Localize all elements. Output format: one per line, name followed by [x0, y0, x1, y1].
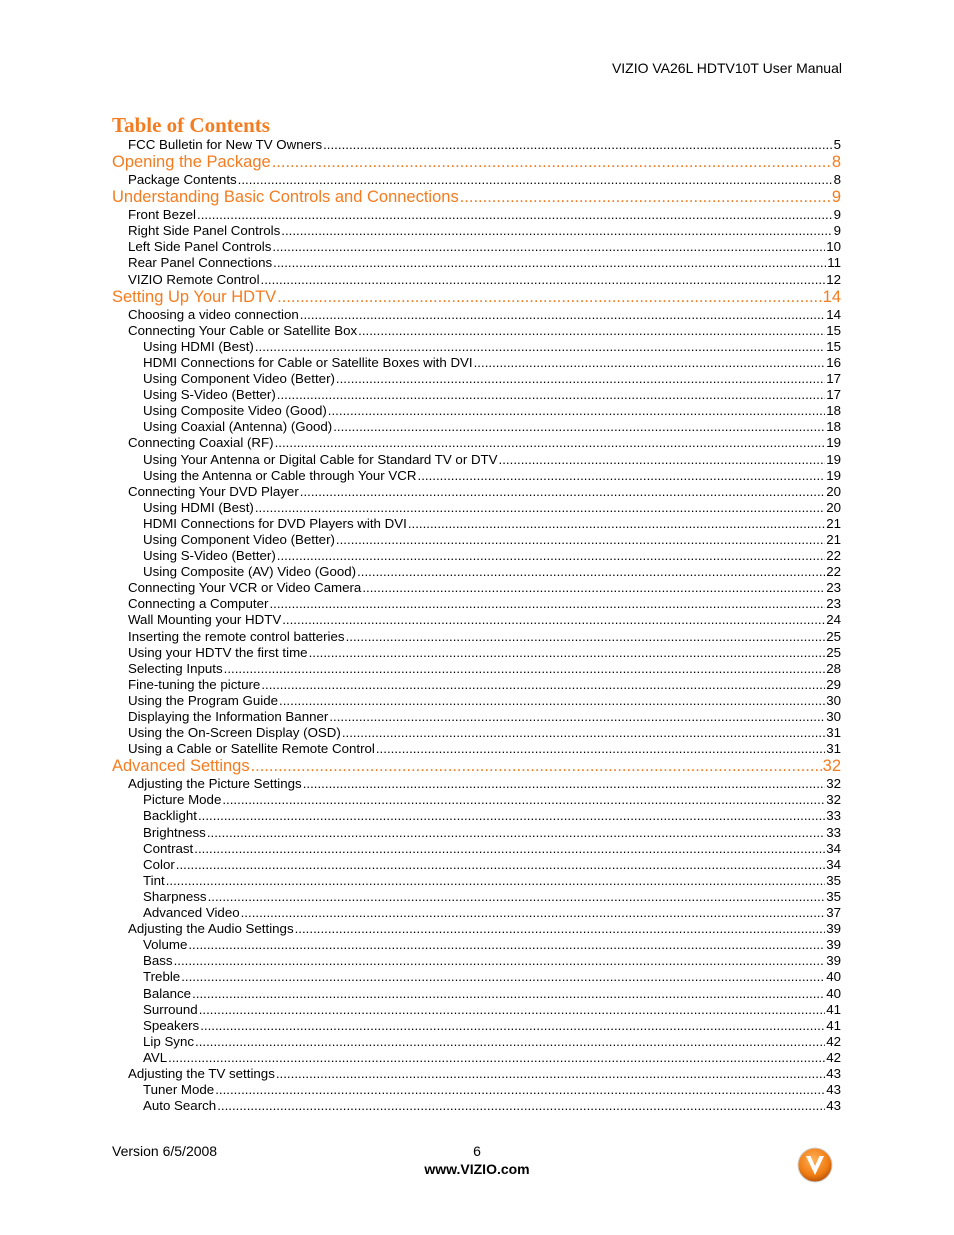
toc-dot-leader — [358, 323, 825, 339]
toc-dot-leader — [300, 307, 825, 323]
toc-entry-page: 15 — [826, 338, 841, 354]
toc-entry-title: Choosing a video connection — [128, 306, 299, 322]
toc-entry-title: Front Bezel — [128, 207, 196, 223]
toc-entry-page: 43 — [826, 1065, 841, 1081]
toc-entry-page: 34 — [826, 840, 841, 856]
toc-entry-page: 28 — [826, 660, 841, 676]
toc-entry[interactable] — [112, 792, 841, 808]
toc-dot-leader — [329, 709, 825, 725]
toc-dot-leader — [303, 776, 826, 792]
toc-entry-title: Understanding Basic Controls and Connections — [112, 188, 459, 207]
toc-dot-leader — [277, 548, 825, 564]
toc-dot-leader — [199, 1002, 826, 1018]
toc-entry[interactable] — [112, 564, 841, 580]
toc-entry-page: 5 — [833, 137, 841, 152]
toc-entry-title: Using Your Antenna or Digital Cable for Standard TV or DTV — [143, 451, 498, 467]
toc-entry-title: Connecting Your VCR or Video Camera — [128, 580, 362, 596]
toc-entry-title: Adjusting the Picture Settings — [128, 776, 302, 792]
toc-entry-title: Package Contents — [128, 172, 237, 188]
toc-entry[interactable] — [112, 741, 841, 757]
toc-entry[interactable] — [112, 953, 841, 969]
footer-website: www.VIZIO.com — [424, 1161, 530, 1177]
toc-entry-page: 23 — [826, 580, 841, 596]
toc-entry-page: 30 — [826, 692, 841, 708]
toc-entry-title: Auto Search — [143, 1098, 217, 1114]
toc-entry[interactable] — [112, 921, 841, 937]
toc-entry-page: 8 — [831, 153, 841, 172]
toc-title: Table of Contents — [112, 113, 270, 137]
toc-chapter[interactable] — [112, 153, 841, 172]
toc-entry-page: 33 — [826, 808, 841, 824]
toc-entry-title: Using Component Video (Better) — [143, 371, 335, 387]
toc-list — [112, 137, 841, 1114]
toc-dot-leader — [208, 889, 826, 905]
toc-entry[interactable] — [112, 387, 841, 403]
toc-entry-title: Using S-Video (Better) — [143, 387, 276, 403]
toc-entry[interactable] — [112, 1066, 841, 1082]
toc-entry-title: Tuner Mode — [143, 1082, 215, 1098]
toc-dot-leader — [255, 339, 825, 355]
toc-entry-title: Using the Antenna or Cable through Your VCR — [143, 467, 417, 483]
toc-entry-title: Fine-tuning the picture — [128, 676, 261, 692]
toc-dot-leader — [198, 808, 825, 824]
toc-entry-page: 17 — [826, 371, 841, 387]
toc-entry-title: Right Side Panel Controls — [128, 223, 281, 239]
toc-entry-title: Treble — [143, 969, 181, 985]
toc-entry-page: 19 — [826, 451, 841, 467]
toc-entry-title: Inserting the remote control batteries — [128, 628, 345, 644]
toc-entry[interactable] — [112, 223, 841, 239]
toc-entry[interactable] — [112, 323, 841, 339]
toc-entry[interactable] — [112, 905, 841, 921]
toc-entry-title: Connecting Your Cable or Satellite Box — [128, 322, 358, 338]
toc-entry-title: AVL — [143, 1049, 168, 1065]
toc-entry-page: 41 — [826, 1001, 841, 1017]
toc-entry[interactable] — [112, 725, 841, 741]
toc-entry-title: Connecting Your DVD Player — [128, 483, 299, 499]
toc-entry[interactable] — [112, 889, 841, 905]
toc-entry[interactable] — [112, 272, 841, 288]
toc-entry[interactable] — [112, 709, 841, 725]
toc-entry[interactable] — [112, 873, 841, 889]
toc-dot-leader — [273, 255, 826, 271]
toc-entry[interactable] — [112, 612, 841, 628]
toc-dot-leader — [418, 468, 826, 484]
toc-entry[interactable] — [112, 1082, 841, 1098]
toc-dot-leader — [269, 596, 825, 612]
toc-dot-leader — [272, 153, 831, 172]
toc-dot-leader — [197, 207, 833, 223]
toc-entry-page: 21 — [826, 531, 841, 547]
toc-entry-page: 9 — [831, 188, 841, 207]
toc-dot-leader — [238, 172, 833, 188]
toc-entry-page: 18 — [826, 419, 841, 435]
toc-entry[interactable] — [112, 580, 841, 596]
toc-dot-leader — [277, 288, 821, 307]
footer-version: Version 6/5/2008 — [112, 1143, 218, 1159]
toc-dot-leader — [336, 371, 825, 387]
toc-entry-title: Speakers — [143, 1017, 200, 1033]
toc-dot-leader — [276, 1066, 825, 1082]
toc-entry[interactable] — [112, 841, 841, 857]
footer-page-number: 6 — [473, 1143, 481, 1159]
toc-entry-title: Bass — [143, 953, 173, 969]
toc-entry-page: 40 — [826, 985, 841, 1001]
toc-dot-leader — [195, 1034, 825, 1050]
toc-dot-leader — [281, 223, 832, 239]
toc-entry-title: Contrast — [143, 840, 194, 856]
toc-entry-page: 9 — [833, 207, 841, 223]
toc-entry-page: 33 — [826, 824, 841, 840]
toc-entry-title: Rear Panel Connections — [128, 255, 273, 271]
toc-entry-page: 41 — [826, 1017, 841, 1033]
toc-entry-page: 32 — [822, 757, 841, 776]
toc-entry-page: 42 — [826, 1049, 841, 1065]
toc-dot-leader — [323, 137, 833, 153]
toc-entry-page: 34 — [826, 856, 841, 872]
toc-entry[interactable] — [112, 1018, 841, 1034]
manual-header: VIZIO VA26L HDTV10T User Manual — [611, 60, 842, 76]
toc-dot-leader — [362, 580, 825, 596]
toc-entry[interactable] — [112, 207, 841, 223]
toc-dot-leader — [282, 612, 825, 628]
toc-entry[interactable] — [112, 645, 841, 661]
toc-entry-page: 21 — [826, 515, 841, 531]
toc-entry[interactable] — [112, 1050, 841, 1066]
toc-dot-leader — [207, 825, 825, 841]
toc-entry[interactable] — [112, 532, 841, 548]
toc-chapter[interactable] — [112, 757, 841, 776]
toc-entry[interactable] — [112, 435, 841, 451]
vizio-logo-icon — [796, 1144, 836, 1184]
toc-dot-leader — [460, 188, 831, 207]
toc-entry[interactable] — [112, 969, 841, 985]
toc-entry-page: 39 — [826, 953, 841, 969]
toc-entry-page: 35 — [826, 872, 841, 888]
toc-entry[interactable] — [112, 403, 841, 419]
toc-dot-leader — [224, 661, 826, 677]
toc-entry-page: 31 — [826, 741, 841, 757]
toc-entry[interactable] — [112, 137, 841, 153]
toc-dot-leader — [181, 969, 825, 985]
toc-entry-page: 40 — [826, 969, 841, 985]
toc-entry-title: Balance — [143, 985, 192, 1001]
toc-entry-title: Brightness — [143, 824, 206, 840]
toc-entry[interactable] — [112, 355, 841, 371]
toc-dot-leader — [217, 1098, 825, 1114]
toc-entry-title: HDMI Connections for Cable or Satellite Boxes with DVI — [143, 354, 473, 370]
toc-dot-leader — [255, 500, 825, 516]
toc-entry[interactable] — [112, 596, 841, 612]
toc-entry-title: Using Composite Video (Good) — [143, 403, 327, 419]
toc-entry[interactable] — [112, 172, 841, 188]
toc-entry[interactable] — [112, 548, 841, 564]
toc-entry[interactable] — [112, 661, 841, 677]
toc-entry-page: 23 — [826, 596, 841, 612]
toc-entry-title: Using the On-Screen Display (OSD) — [128, 725, 341, 741]
toc-dot-leader — [277, 387, 825, 403]
toc-entry[interactable] — [112, 468, 841, 484]
toc-entry-title: Surround — [143, 1001, 198, 1017]
toc-entry-page: 12 — [826, 271, 841, 287]
toc-dot-leader — [499, 452, 826, 468]
toc-entry-title: Lip Sync — [143, 1033, 194, 1049]
toc-entry[interactable] — [112, 808, 841, 824]
toc-entry[interactable] — [112, 937, 841, 953]
toc-entry-page: 37 — [826, 905, 841, 921]
toc-entry[interactable] — [112, 857, 841, 873]
toc-entry-page: 16 — [826, 354, 841, 370]
toc-entry-page: 14 — [822, 287, 841, 306]
toc-entry[interactable] — [112, 419, 841, 435]
toc-entry[interactable] — [112, 693, 841, 709]
toc-entry-title: Adjusting the TV settings — [128, 1065, 275, 1081]
toc-chapter[interactable] — [112, 188, 841, 207]
toc-entry-page: 32 — [826, 792, 841, 808]
toc-entry-title: Using your HDTV the first time — [128, 644, 308, 660]
toc-entry[interactable] — [112, 776, 841, 792]
toc-entry[interactable] — [112, 484, 841, 500]
toc-dot-leader — [168, 1050, 825, 1066]
toc-dot-leader — [357, 564, 825, 580]
toc-entry-title: Selecting Inputs — [128, 660, 223, 676]
toc-dot-leader — [192, 986, 825, 1002]
toc-dot-leader — [275, 435, 826, 451]
toc-entry-title: Left Side Panel Controls — [128, 239, 272, 255]
toc-entry-page: 20 — [826, 483, 841, 499]
toc-dot-leader — [194, 841, 825, 857]
toc-entry-title: Volume — [143, 937, 188, 953]
toc-entry-page: 43 — [826, 1082, 841, 1098]
toc-entry-page: 30 — [826, 709, 841, 724]
toc-entry-page: 10 — [826, 239, 841, 255]
toc-entry-title: Using a Cable or Satellite Remote Control — [128, 741, 375, 757]
toc-entry-title: Using the Program Guide — [128, 692, 279, 708]
toc-dot-leader — [261, 677, 825, 693]
toc-entry-title: Opening the Package — [112, 153, 271, 172]
toc-entry[interactable] — [112, 452, 841, 468]
toc-dot-leader — [336, 532, 825, 548]
toc-entry-title: Displaying the Information Banner — [128, 709, 329, 724]
toc-entry-page: 35 — [826, 888, 841, 904]
toc-dot-leader — [166, 873, 826, 889]
toc-entry-page: 17 — [826, 387, 841, 403]
toc-entry[interactable] — [112, 629, 841, 645]
toc-entry[interactable] — [112, 1002, 841, 1018]
toc-dot-leader — [200, 1018, 825, 1034]
toc-entry-page: 39 — [826, 937, 841, 953]
toc-entry-page: 9 — [833, 223, 841, 239]
toc-entry-title: Using Composite (AV) Video (Good) — [143, 564, 357, 580]
toc-entry-page: 25 — [826, 628, 841, 644]
toc-entry-title: Color — [143, 856, 175, 872]
toc-entry-page: 25 — [826, 644, 841, 660]
toc-entry-title: Connecting a Computer — [128, 596, 269, 612]
toc-entry-page: 14 — [826, 306, 841, 322]
toc-entry-title: Picture Mode — [143, 792, 222, 808]
toc-chapter[interactable] — [112, 288, 841, 307]
toc-entry[interactable] — [112, 986, 841, 1002]
toc-dot-leader — [342, 725, 825, 741]
toc-entry-title: Connecting Coaxial (RF) — [128, 435, 274, 451]
toc-entry-title: Using Component Video (Better) — [143, 531, 335, 547]
toc-entry-page: 15 — [826, 322, 841, 338]
toc-dot-leader — [300, 484, 825, 500]
toc-dot-leader — [279, 693, 825, 709]
toc-entry-title: Sharpness — [143, 888, 207, 904]
toc-entry[interactable] — [112, 500, 841, 516]
toc-dot-leader — [408, 516, 825, 532]
toc-dot-leader — [261, 272, 826, 288]
toc-entry[interactable] — [112, 371, 841, 387]
toc-entry[interactable] — [112, 825, 841, 841]
toc-dot-leader — [295, 921, 826, 937]
toc-entry-page: 18 — [826, 403, 841, 419]
toc-entry-page: 20 — [826, 499, 841, 515]
toc-dot-leader — [222, 792, 825, 808]
toc-dot-leader — [241, 905, 826, 921]
toc-entry[interactable] — [112, 677, 841, 693]
toc-dot-leader — [188, 937, 825, 953]
toc-entry-page: 42 — [826, 1033, 841, 1049]
toc-entry-title: Using HDMI (Best) — [143, 499, 254, 515]
toc-entry-page: 32 — [826, 776, 841, 792]
toc-entry-title: Advanced Settings — [112, 757, 250, 776]
toc-entry-page: 8 — [833, 172, 841, 188]
toc-dot-leader — [215, 1082, 825, 1098]
toc-dot-leader — [346, 629, 826, 645]
toc-entry[interactable] — [112, 307, 841, 323]
toc-entry-page: 22 — [826, 548, 841, 564]
toc-dot-leader — [174, 953, 826, 969]
toc-dot-leader — [176, 857, 825, 873]
toc-entry-title: Advanced Video — [143, 905, 240, 921]
toc-entry-title: VIZIO Remote Control — [128, 271, 260, 287]
toc-entry-title: Tint — [143, 872, 165, 888]
toc-entry-page: 19 — [826, 435, 841, 451]
toc-entry-page: 22 — [826, 564, 841, 580]
toc-dot-leader — [309, 645, 826, 661]
toc-dot-leader — [251, 757, 822, 776]
toc-entry[interactable] — [112, 516, 841, 532]
toc-entry[interactable] — [112, 255, 841, 271]
toc-entry-title: Using S-Video (Better) — [143, 548, 276, 564]
toc-entry[interactable] — [112, 239, 841, 255]
toc-entry-title: Using HDMI (Best) — [143, 338, 254, 354]
toc-entry[interactable] — [112, 1034, 841, 1050]
toc-entry-title: FCC Bulletin for New TV Owners — [128, 137, 323, 152]
toc-entry-title: Adjusting the Audio Settings — [128, 921, 294, 937]
toc-entry-page: 39 — [826, 921, 841, 937]
toc-entry-page: 43 — [826, 1098, 841, 1114]
toc-dot-leader — [328, 403, 825, 419]
toc-entry-title: HDMI Connections for DVD Players with DVI — [143, 515, 407, 531]
toc-entry-title: Wall Mounting your HDTV — [128, 612, 282, 628]
toc-entry[interactable] — [112, 1098, 841, 1114]
toc-dot-leader — [272, 239, 825, 255]
toc-dot-leader — [474, 355, 826, 371]
toc-entry-page: 11 — [827, 255, 841, 271]
toc-entry-page: 31 — [826, 725, 841, 741]
toc-entry-page: 24 — [826, 612, 841, 628]
toc-dot-leader — [376, 741, 825, 757]
toc-entry-page: 29 — [826, 676, 841, 692]
toc-entry-title: Backlight — [143, 808, 197, 824]
toc-entry-title: Using Coaxial (Antenna) (Good) — [143, 419, 333, 435]
toc-entry-title: Setting Up Your HDTV — [112, 287, 277, 306]
toc-entry[interactable] — [112, 339, 841, 355]
toc-entry-page: 19 — [826, 467, 841, 483]
toc-dot-leader — [333, 419, 825, 435]
